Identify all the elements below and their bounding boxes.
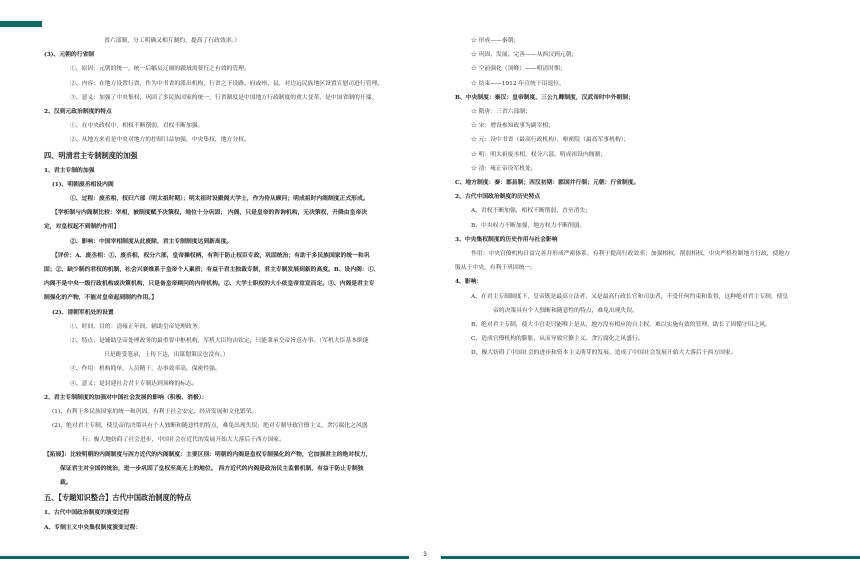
text-line: 4、影响：: [455, 279, 483, 286]
text-line: B、中央权力不断加强，地方权力不断削弱。: [471, 222, 586, 229]
text-line: ②、影响：中国宰相制度从此废除，君主专制制度达到新高度。: [70, 238, 233, 245]
text-line: (1)、明朝废丞相设内阁: [52, 181, 114, 188]
page-number: 3: [423, 552, 427, 558]
text-line: 裁。: [60, 480, 72, 487]
text-line: 省六部制，分工明确又相互制约，提高了行政效率。）: [104, 38, 241, 44]
text-line: ③、作用：机构简单，人员精干，办事效率高，保密性强。: [70, 366, 221, 373]
text-line: C、地方制度：秦：郡县制；西汉初期：郡国并行制；元朝：行省制度。: [455, 180, 640, 187]
text-line: 作用：中央官僚机构日益完善并形成严密体系，有利于提高行政效率；加强相权，削弱相权，中央严格控制地方行政，使地方: [471, 251, 790, 258]
text-line: ☆ 巩固、发展、完善——从西汉到元朝；: [471, 52, 578, 59]
text-line: 【拓展】：比较明朝的内阁制度与西方近代的内阁制度：主要区别：明朝的内阁是皇权专制强化的产物，它加强君主的绝对权力，: [44, 451, 372, 458]
text-line: ☆ 隋唐：三省六部制；: [471, 109, 531, 116]
text-line: 2、汉到元政治制度的特点: [44, 109, 112, 116]
text-line: ②、内容：在地方设置行省，作为中书省的派出机构，行省之下设路、府或州、县，对边远民族地区设置宣慰司进行管理。: [70, 80, 384, 87]
text-line: 1、古代中国政治制度的演变过程: [44, 510, 130, 517]
text-line: ①、时间、目的：清雍正年间，辅助皇帝处理政务。: [70, 323, 204, 330]
text-line: 【评价：A、废丞相：①、废丞相，权分六部，皇帝操权柄，有利于防止权臣专政，巩固统治；有助于多民族国家的统一和巩: [52, 252, 370, 259]
text-line: ☆ 形成——秦朝；: [471, 38, 520, 44]
text-line: 2、古代中国政治制度的历史特点: [455, 194, 541, 201]
text-line: ☆ 清：雍正帝设军机处。: [471, 165, 537, 172]
text-line: ☆ 空前强化（顶峰）——明清时期；: [471, 66, 566, 73]
text-line: ①、原因：元朝的统一，统一后幅员辽阔的疆域需要行之有效的管理。: [70, 66, 250, 73]
text-line: ①、在中央政权中，相权不断削弱，君权不断加强。: [70, 123, 204, 130]
text-line: A、在君主专制制度下，皇帝既是最高立法者，又是最高行政长官和司法者，不受任何约束和监督，这种绝对君主专制，使皇: [471, 293, 789, 300]
text-line: (2)、清朝军机处的设置: [52, 309, 114, 316]
text-line: 固；②、缺少制约君权的机制，社会兴衰维系于皇帝个人素质；有益于君主独裁专制，君主专制发展到新的高度。B、设内阁：①、: [44, 267, 380, 274]
text-line: A、专制主义中央集权制度演变过程：: [44, 524, 142, 531]
text-line: ☆ 结束——1912 年宣统下诏退位。: [471, 80, 565, 87]
text-line: B、中央制度：秦汉：皇帝制度，三公九卿制度，汉武帝时中外朝制；: [455, 94, 634, 101]
text-line: 【学析制与内阁制比较：宰相，被制度赋予决策权，地位十分巩固； 内阁，只是皇帝的咨询机构，无决策权，升降由皇帝决: [52, 210, 368, 217]
text-line: ③、意义：加强了中央集权，巩固了多民族国家的统一，行省制度是中国地方行政制度的重大变革，是中国省制的开端。: [70, 94, 378, 101]
text-line: ☆ 明：明太祖废丞相，权分六部，明成祖设内阁制；: [471, 151, 607, 158]
text-line: ④、意义：是封建社会君主专制达到顶峰的标志。: [70, 380, 198, 387]
footer-rule-right: [441, 556, 860, 559]
left-column: [44, 34, 424, 535]
text-line: 只是跪受笔录，上传下达，出谋划策议也没有。）: [104, 352, 229, 359]
text-line: (3)、元朝的行省制: [44, 52, 95, 59]
text-line: 保证君主对全国的统治，进一步巩固了皇权至高无上的地位。 西方近代的内阁是政治民主监督机制，有益于防止专制独: [60, 465, 364, 472]
text-line: (2)、绝对君主专制，使皇帝的决策具有个人独断和随意性的特点，难免出现失误；绝对专制导致官僚主义、贪污腐化之风盛: [52, 423, 368, 430]
section-heading: 四、明清君主专制制度的加强: [44, 150, 138, 160]
text-line: B、绝对君主专制，使大小官吏只能唯上是从，地方没有相应的自主权，难以实施有效的管理，助长了因循守旧之风。: [471, 322, 771, 329]
text-line: 内阁不是中央一级行政机构或决策机构，只是备皇帝顾问的内侍机构。②、大学士职权的大小依皇帝宣宣而定。③、内阁是君主专: [44, 281, 375, 288]
footer-rule-left: [0, 556, 409, 559]
text-line: ②、特点：是辅助皇帝处理政务的最重要中枢机构，军机大臣均由钦定，只能秉承皇帝旨意办事。（军机大臣基本职能: [70, 338, 369, 345]
text-line: 制强化的产物，不能对皇帝起到制约作用。】: [44, 295, 158, 302]
text-line: (1)、有利于多民族国家的统一和巩固，有利于社会安定，经济发展和文化繁荣。: [52, 409, 258, 416]
right-column: [455, 34, 825, 361]
top-accent-bar: [0, 21, 42, 27]
text-line: 3、中央集权制度的历史作用与社会影响: [455, 236, 558, 243]
text-line: 1、君主专制的加强: [44, 167, 95, 174]
text-line: ☆ 元：设中书省（最高行政机构），枢密院（最高军事机构）；: [471, 137, 630, 144]
text-line: 帝的决策具有个人独断和随意性的特点，难免出现失误。: [493, 307, 638, 314]
text-line: ①、过程：废丞相，权归六部（明太祖时期）；明太祖时设殿阁大学士，作为侍从顾问；明成祖时内阁制度正式形成。: [70, 196, 369, 203]
text-line: A、君权不断加强，相权不断削弱，直至消失；: [471, 208, 592, 215]
text-line: ☆ 宋：增设参知政事为副宰相；: [471, 123, 554, 130]
text-line: 行；极大地妨碍了社会进步，中国社会在近代的发展开始大大落后于西方国家。: [82, 437, 285, 444]
text-line: 服从于中央，有利于巩固统一。: [455, 265, 537, 272]
text-line: ②、从地方来看是中央对地方的控制日益加强，中央集权，地方分权。: [70, 137, 250, 144]
text-line: C、造成官僚机构的膨胀，从而导致官僚主义、贪污腐化之风盛行。: [471, 336, 644, 343]
text-line: 2、君主专制制度的加强对中国社会发展的影响（积极、消极）：: [44, 394, 208, 401]
text-line: 定，对皇权起不到制约作用】: [44, 224, 120, 231]
section-heading: 五、【专题知识整合】古代中国政治制度的特点: [44, 493, 192, 503]
text-line: D、极大妨碍了中国社会的进步和资本主义萌芽的发展，造成了中国社会发展开始大大落后于西方国家。: [471, 350, 737, 357]
